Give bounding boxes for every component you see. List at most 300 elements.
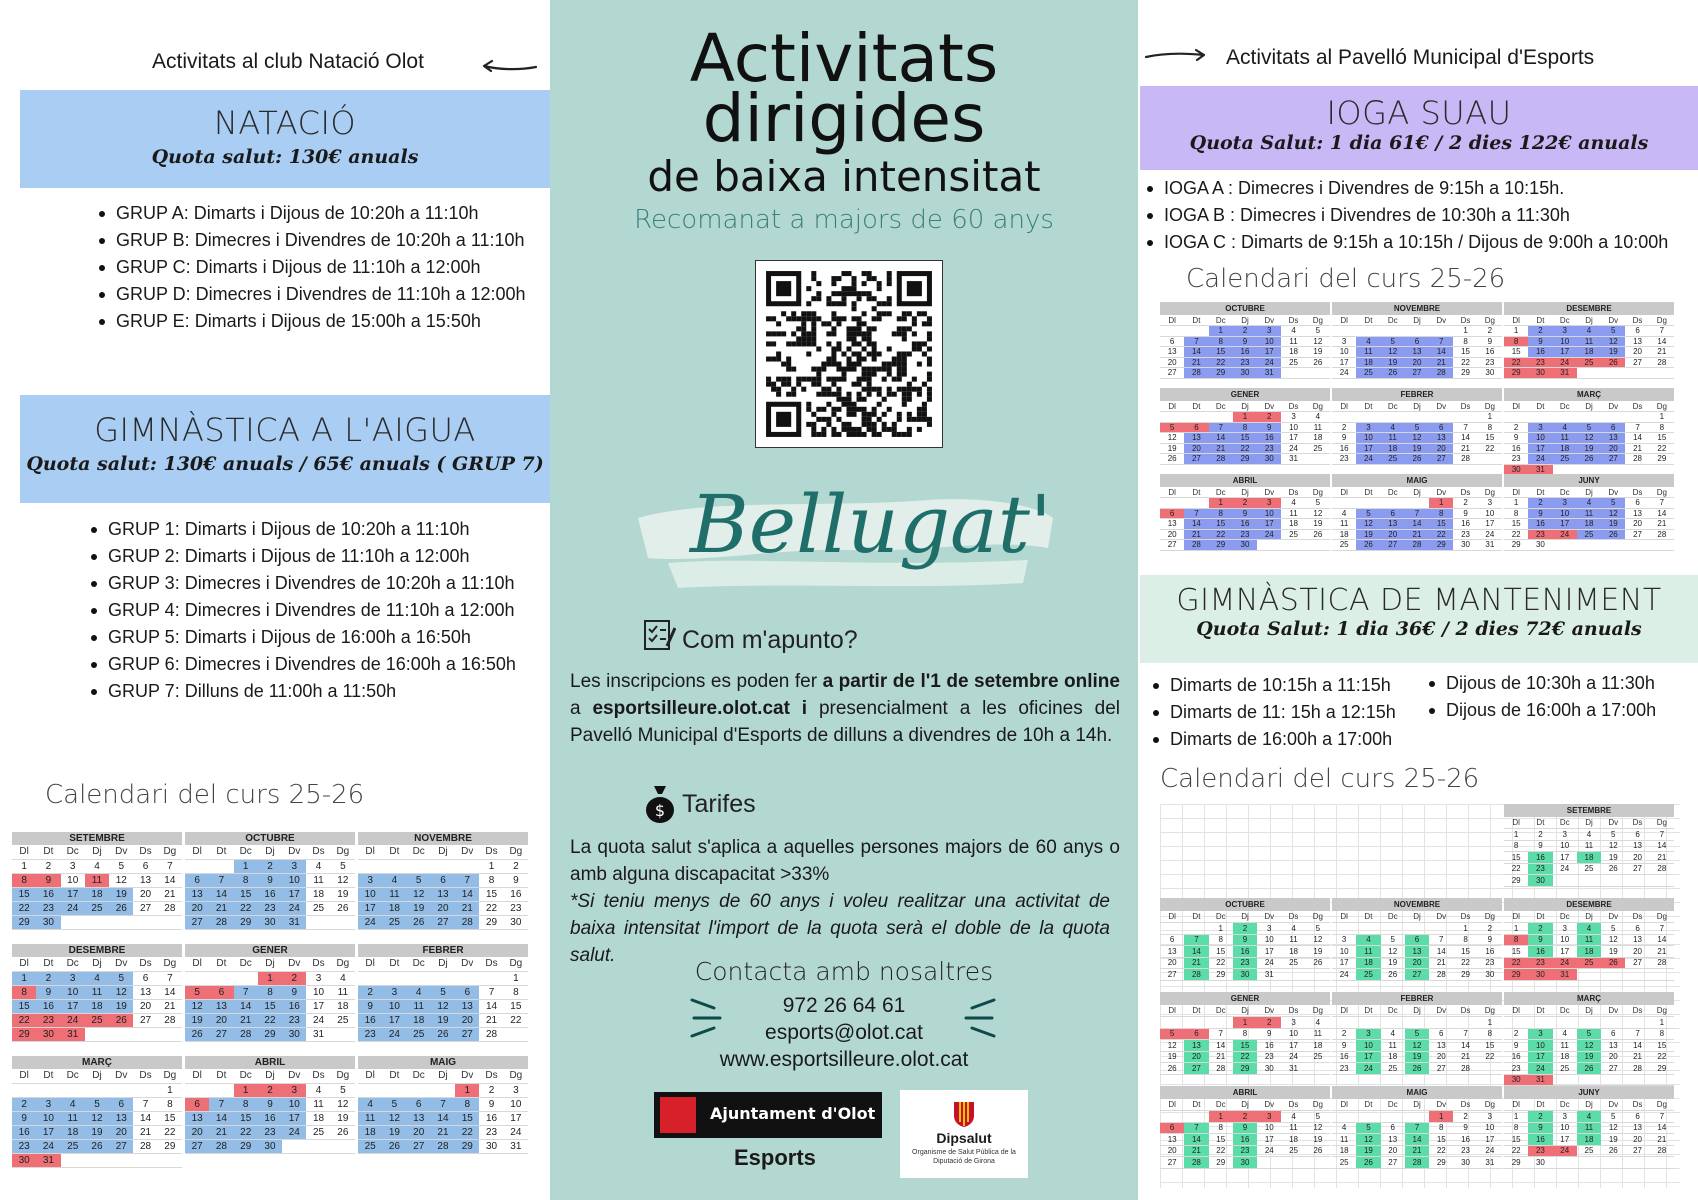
calendar-day: 6	[431, 873, 455, 887]
calendar-day: 6	[1625, 1111, 1649, 1123]
qr-module	[811, 271, 816, 276]
calendar-day: 18	[1281, 1134, 1305, 1146]
list-item: GRUP 7: Dilluns de 11:00h a 11:50h	[88, 678, 516, 705]
day-header: Dg	[1650, 487, 1674, 498]
calendar-day: 8	[1453, 934, 1477, 946]
calendar-day: 18	[358, 1125, 382, 1139]
calendar-day: 17	[358, 901, 382, 915]
calendar-day: 21	[1650, 1134, 1674, 1146]
day-header: Dv	[455, 957, 479, 971]
calendar-day	[1429, 326, 1453, 337]
calendar-day	[1356, 1017, 1380, 1029]
qr-module	[826, 392, 831, 397]
calendar-day: 5	[109, 859, 133, 873]
qr-module	[791, 331, 796, 336]
calendar-day	[331, 1139, 355, 1153]
calendar-day: 6	[1429, 1028, 1453, 1040]
esports-label: Esports	[734, 1145, 816, 1170]
calendar-day	[1553, 412, 1577, 423]
day-header: Ds	[479, 845, 503, 859]
calendar-month-octubre	[185, 832, 355, 930]
calendar-month-maig	[1332, 1086, 1502, 1169]
calendar-day	[1356, 498, 1380, 509]
qr-module	[917, 362, 922, 367]
calendar-day: 23	[1478, 957, 1502, 969]
calendar-day: 29	[1209, 969, 1233, 981]
calendar-day: 9	[1528, 840, 1552, 852]
calendar-day: 26	[382, 1139, 406, 1153]
day-header: Ds	[1281, 401, 1305, 412]
calendar-day: 1	[1478, 412, 1502, 423]
calendar-day: 26	[1577, 1063, 1601, 1075]
calendar-day	[479, 971, 503, 985]
qr-module	[887, 301, 892, 306]
qr-module	[907, 351, 912, 356]
calendar-day	[1281, 540, 1305, 551]
calendar-day	[1429, 1017, 1453, 1029]
qr-module	[801, 387, 806, 392]
calendar-day	[158, 915, 182, 929]
calendar-day: 26	[431, 1027, 455, 1041]
calendar-day: 28	[479, 1027, 503, 1041]
qr-module	[806, 331, 811, 336]
calendar-day: 1	[1504, 1111, 1528, 1123]
calendar-day: 28	[1650, 357, 1674, 368]
calendar-day	[1625, 1074, 1649, 1086]
day-header: Dt	[382, 1069, 406, 1083]
calendar-day	[85, 1083, 109, 1097]
arrow-right-icon	[1144, 48, 1208, 64]
qr-module	[811, 316, 816, 321]
qr-module	[862, 407, 867, 412]
calendar-month-title: FEBRER	[358, 944, 528, 957]
apunto-web-bold[interactable]: esportsilleure.olot.cat i	[592, 698, 808, 719]
calendar-day: 25	[1332, 540, 1356, 551]
qr-module	[927, 387, 932, 392]
calendar-day: 5	[1160, 1028, 1184, 1040]
qr-code[interactable]	[755, 260, 943, 448]
contact-email[interactable]: esports@olot.cat	[765, 1021, 923, 1044]
day-header: Dt	[1356, 1099, 1380, 1111]
qr-module	[776, 357, 781, 362]
qr-module	[862, 412, 867, 417]
calendar-day: 10	[1553, 1122, 1577, 1134]
calendar-day	[1332, 498, 1356, 509]
calendar-day: 3	[1257, 326, 1281, 337]
calendar-day: 3	[1332, 934, 1356, 946]
calendar-day: 18	[306, 887, 330, 901]
dipsalut-label: Dipsalut	[936, 1130, 992, 1146]
calendar-day	[1381, 1111, 1405, 1123]
calendar-day: 8	[234, 873, 258, 887]
calendar-day: 21	[1625, 443, 1649, 454]
logo-label: Ajuntament d'Olot	[710, 1104, 876, 1123]
calendar-day	[1601, 1157, 1625, 1169]
calendar-day: 21	[1184, 529, 1208, 540]
calendar-day: 20	[455, 1013, 479, 1027]
apunto-text-part: a	[570, 698, 593, 719]
calendar-month-setembre	[12, 832, 182, 930]
calendar-day: 9	[1528, 934, 1552, 946]
qr-module	[791, 316, 796, 321]
qr-module	[907, 432, 912, 437]
qr-module	[826, 357, 831, 362]
calendar-day	[1625, 540, 1649, 551]
calendar-day: 17	[1553, 519, 1577, 530]
qr-module	[877, 316, 882, 321]
calendar-day: 13	[431, 887, 455, 901]
calendar-day: 12	[1306, 934, 1330, 946]
qr-module	[852, 367, 857, 372]
day-header: Dg	[1478, 315, 1502, 326]
calendar-day	[1332, 412, 1356, 423]
calendar-day: 13	[1429, 433, 1453, 444]
calendar-day: 19	[1306, 1134, 1330, 1146]
calendar-day: 10	[1553, 508, 1577, 519]
ioga-calendar	[1160, 302, 1676, 560]
qr-module	[927, 422, 932, 427]
calendar-day: 11	[1356, 946, 1380, 958]
qr-module	[857, 326, 862, 331]
day-header: Dg	[1306, 487, 1330, 498]
qr-module	[912, 331, 917, 336]
qr-module	[846, 286, 851, 291]
calendar-day: 1	[12, 859, 36, 873]
calendar-day: 27	[1601, 454, 1625, 465]
calendar-day: 2	[1332, 1028, 1356, 1040]
calendar-day: 4	[1306, 412, 1330, 423]
calendar-day: 12	[1381, 946, 1405, 958]
calendar-day: 1	[1504, 498, 1528, 509]
qr-module	[846, 432, 851, 437]
qr-module	[841, 367, 846, 372]
qr-module	[867, 372, 872, 377]
qr-module	[877, 402, 882, 407]
calendar-month-title: OCTUBRE	[1160, 302, 1330, 315]
day-header: Dl	[1504, 315, 1528, 326]
qr-module	[801, 341, 806, 346]
calendar-day: 24	[1281, 1051, 1305, 1063]
qr-module	[826, 341, 831, 346]
calendar-day: 23	[1332, 1063, 1356, 1075]
calendar-day: 24	[1257, 357, 1281, 368]
qr-module	[907, 417, 912, 422]
calendar-day: 5	[1306, 923, 1330, 935]
calendar-day: 19	[1405, 443, 1429, 454]
calendar-day	[431, 1083, 455, 1097]
qr-module	[867, 336, 872, 341]
calendar-month-gener	[1160, 992, 1330, 1075]
calendar-day: 2	[1453, 498, 1477, 509]
qr-module	[771, 357, 776, 362]
day-header: Dj	[1233, 315, 1257, 326]
calendar-day: 13	[1625, 840, 1649, 852]
natacio-groups-list	[96, 200, 526, 335]
calendar-day: 25	[1356, 969, 1380, 981]
calendar-day: 17	[1281, 1040, 1305, 1052]
list-item: GRUP A: Dimarts i Dijous de 10:20h a 11:10h	[96, 200, 526, 227]
calendar-day: 3	[1478, 498, 1502, 509]
money-bag-icon	[644, 782, 676, 824]
calendar-day	[1577, 412, 1601, 423]
calendar-day: 27	[209, 1027, 233, 1041]
qr-module	[766, 331, 771, 336]
calendar-day: 1	[1233, 1017, 1257, 1029]
calendar-day: 19	[382, 1125, 406, 1139]
day-header: Dj	[85, 845, 109, 859]
qr-module	[892, 422, 897, 427]
calendar-day: 20	[1160, 1145, 1184, 1157]
calendar-day	[234, 971, 258, 985]
day-header: Dl	[1504, 817, 1528, 829]
day-header: Ds	[1281, 1005, 1305, 1017]
calendar-day: 10	[61, 873, 85, 887]
calendar-day	[1601, 1017, 1625, 1029]
day-header: Dl	[1160, 1005, 1184, 1017]
calendar-day: 22	[1504, 1145, 1528, 1157]
calendar-day: 23	[1233, 957, 1257, 969]
day-header: Dv	[1429, 315, 1453, 326]
calendar-day: 16	[1478, 946, 1502, 958]
calendar-day: 1	[234, 1083, 258, 1097]
calendar-day	[185, 1083, 209, 1097]
calendar-day: 7	[479, 985, 503, 999]
calendar-day: 18	[85, 999, 109, 1013]
qr-module	[816, 392, 821, 397]
calendar-day: 5	[1601, 923, 1625, 935]
calendar-day	[61, 1083, 85, 1097]
qr-module	[857, 321, 862, 326]
calendar-day: 20	[1625, 519, 1649, 530]
calendar-day: 3	[1553, 326, 1577, 337]
calendar-day	[61, 1153, 85, 1167]
calendar-day: 21	[1650, 946, 1674, 958]
qr-module	[791, 311, 796, 316]
qr-module	[841, 402, 846, 407]
calendar-day: 13	[209, 999, 233, 1013]
calendar-day: 8	[258, 985, 282, 999]
calendar-day	[306, 915, 330, 929]
calendar-day: 20	[133, 887, 157, 901]
calendar-day: 8	[158, 1097, 182, 1111]
qr-module	[786, 392, 791, 397]
calendar-day: 4	[1577, 829, 1601, 841]
calendar-day: 19	[1405, 1051, 1429, 1063]
calendar-day: 28	[1650, 957, 1674, 969]
day-header: Dl	[1504, 1099, 1528, 1111]
day-header: Dj	[1577, 911, 1601, 923]
qr-module	[831, 382, 836, 387]
calendar-day: 14	[1184, 347, 1208, 358]
calendar-day	[382, 971, 406, 985]
calendar-day: 5	[407, 873, 431, 887]
calendar-day: 4	[1281, 1111, 1305, 1123]
calendar-day: 15	[234, 887, 258, 901]
qr-module	[821, 387, 826, 392]
calendar-day: 29	[1504, 540, 1528, 551]
qr-module	[902, 362, 907, 367]
qr-module	[831, 311, 836, 316]
calendar-day: 30	[479, 1139, 503, 1153]
day-header: Dc	[1553, 1099, 1577, 1111]
calendar-month-febrer	[358, 944, 528, 1042]
calendar-day: 5	[1356, 1122, 1380, 1134]
calendar-day: 2	[1233, 498, 1257, 509]
contact-web[interactable]: www.esportsilleure.olot.cat	[719, 1048, 969, 1071]
calendar-day: 29	[12, 915, 36, 929]
calendar-day: 27	[1625, 1145, 1649, 1157]
calendar-day: 10	[282, 873, 306, 887]
calendar-day: 27	[133, 1013, 157, 1027]
qr-module	[841, 377, 846, 382]
calendar-day: 30	[12, 1153, 36, 1167]
calendar-day: 17	[306, 999, 330, 1013]
calendar-day: 18	[1356, 957, 1380, 969]
calendar-day: 9	[258, 1097, 282, 1111]
day-header: Dj	[1233, 487, 1257, 498]
day-header: Dg	[1478, 401, 1502, 412]
day-header: Ds	[306, 957, 330, 971]
list-item: Dijous de 16:00h a 17:00h	[1426, 697, 1656, 724]
day-header: Dv	[1429, 1005, 1453, 1017]
calendar-day: 24	[1356, 1063, 1380, 1075]
calendar-day: 6	[1625, 829, 1649, 841]
qr-module	[902, 397, 907, 402]
calendar-day: 25	[85, 901, 109, 915]
calendar-day: 21	[1184, 957, 1208, 969]
calendar-day: 19	[431, 1013, 455, 1027]
qr-module	[902, 326, 907, 331]
qr-module	[902, 331, 907, 336]
day-header: Dg	[1306, 1005, 1330, 1017]
qr-module	[917, 392, 922, 397]
calendar-day: 24	[1257, 1145, 1281, 1157]
qr-module	[846, 357, 851, 362]
qr-module	[811, 311, 816, 316]
qr-module	[836, 377, 841, 382]
calendar-day: 3	[1257, 923, 1281, 935]
calendar-day: 31	[1553, 969, 1577, 981]
calendar-day: 27	[1625, 529, 1649, 540]
calendar-day: 5	[1356, 508, 1380, 519]
calendar-day: 27	[185, 915, 209, 929]
qr-module	[927, 321, 932, 326]
calendar-day: 11	[1281, 508, 1305, 519]
calendar-day	[1577, 540, 1601, 551]
qr-module	[846, 291, 851, 296]
calendar-day: 27	[455, 1027, 479, 1041]
calendar-day: 14	[1650, 840, 1674, 852]
calendar-day	[185, 971, 209, 985]
qr-module	[852, 351, 857, 356]
calendar-day: 4	[358, 1097, 382, 1111]
day-header: Dg	[1306, 315, 1330, 326]
day-header: Ds	[1453, 315, 1477, 326]
qr-module	[887, 276, 892, 281]
qr-module	[907, 412, 912, 417]
qr-module	[796, 377, 801, 382]
list-item: GRUP B: Dimecres i Divendres de 10:20h a 11:10h	[96, 227, 526, 254]
calendar-day: 9	[282, 985, 306, 999]
natacio-quota: Quota salut: 130€ anuals	[151, 146, 419, 168]
calendar-day: 5	[1601, 1111, 1625, 1123]
calendar-month-title: DESEMBRE	[12, 944, 182, 957]
day-header: Dl	[12, 845, 36, 859]
calendar-day: 10	[1257, 1122, 1281, 1134]
calendar-day: 1	[1209, 923, 1233, 935]
calendar-day: 25	[382, 915, 406, 929]
calendar-month-title: JUNY	[1504, 474, 1674, 487]
calendar-day: 23	[1257, 1051, 1281, 1063]
qr-module	[922, 407, 927, 412]
calendar-day: 30	[36, 915, 60, 929]
calendar-day: 6	[185, 1097, 209, 1111]
qr-module	[791, 387, 796, 392]
calendar-day: 12	[331, 1097, 355, 1111]
calendar-day: 18	[306, 1111, 330, 1125]
calendar-day: 29	[1650, 1063, 1674, 1075]
calendar-day: 29	[1209, 368, 1233, 379]
calendar-day: 7	[1650, 1111, 1674, 1123]
calendar-day: 5	[185, 985, 209, 999]
qr-module	[872, 432, 877, 437]
qr-module	[862, 346, 867, 351]
calendar-day: 10	[1528, 433, 1552, 444]
qr-module	[902, 357, 907, 362]
calendar-day: 1	[1504, 829, 1528, 841]
calendar-day: 7	[1429, 336, 1453, 347]
qr-module	[897, 372, 902, 377]
qr-module	[887, 311, 892, 316]
calendar-day	[282, 1139, 306, 1153]
calendar-day: 29	[234, 1139, 258, 1153]
calendar-day: 4	[1553, 1028, 1577, 1040]
qr-module	[852, 336, 857, 341]
qr-module	[801, 336, 806, 341]
pavello-location-header: Activitats al Pavelló Municipal d'Esports	[1226, 46, 1595, 69]
day-header: Dg	[1650, 1099, 1674, 1111]
day-header: Dg	[331, 1069, 355, 1083]
calendar-day: 23	[1528, 1145, 1552, 1157]
day-header: Ds	[1625, 1099, 1649, 1111]
calendar-day: 25	[1577, 863, 1601, 875]
calendar-day: 11	[1553, 433, 1577, 444]
calendar-day: 28	[1184, 368, 1208, 379]
contact-phone[interactable]: 972 26 64 61	[782, 994, 906, 1017]
calendar-day: 16	[1257, 1040, 1281, 1052]
day-header: Ds	[1281, 911, 1305, 923]
tarifes-title: Tarifes	[682, 790, 756, 818]
qr-module	[867, 412, 872, 417]
qr-module	[867, 296, 872, 301]
qr-module	[877, 417, 882, 422]
calendar-day: 3	[1356, 422, 1380, 433]
day-header: Dv	[1429, 1099, 1453, 1111]
calendar-day	[1553, 875, 1577, 887]
day-header: Dt	[36, 957, 60, 971]
calendar-day: 30	[1528, 1157, 1552, 1169]
qr-module	[867, 382, 872, 387]
calendar-day	[1381, 923, 1405, 935]
calendar-day: 16	[282, 999, 306, 1013]
svg-text:$: $	[654, 801, 666, 820]
calendar-day: 13	[1184, 433, 1208, 444]
calendar-day: 9	[1233, 508, 1257, 519]
calendar-day: 15	[1478, 433, 1502, 444]
calendar-day: 7	[1650, 498, 1674, 509]
list-item: Dimarts de 16:00h a 17:00h	[1150, 726, 1396, 753]
calendar-month-febrer	[1332, 388, 1502, 465]
